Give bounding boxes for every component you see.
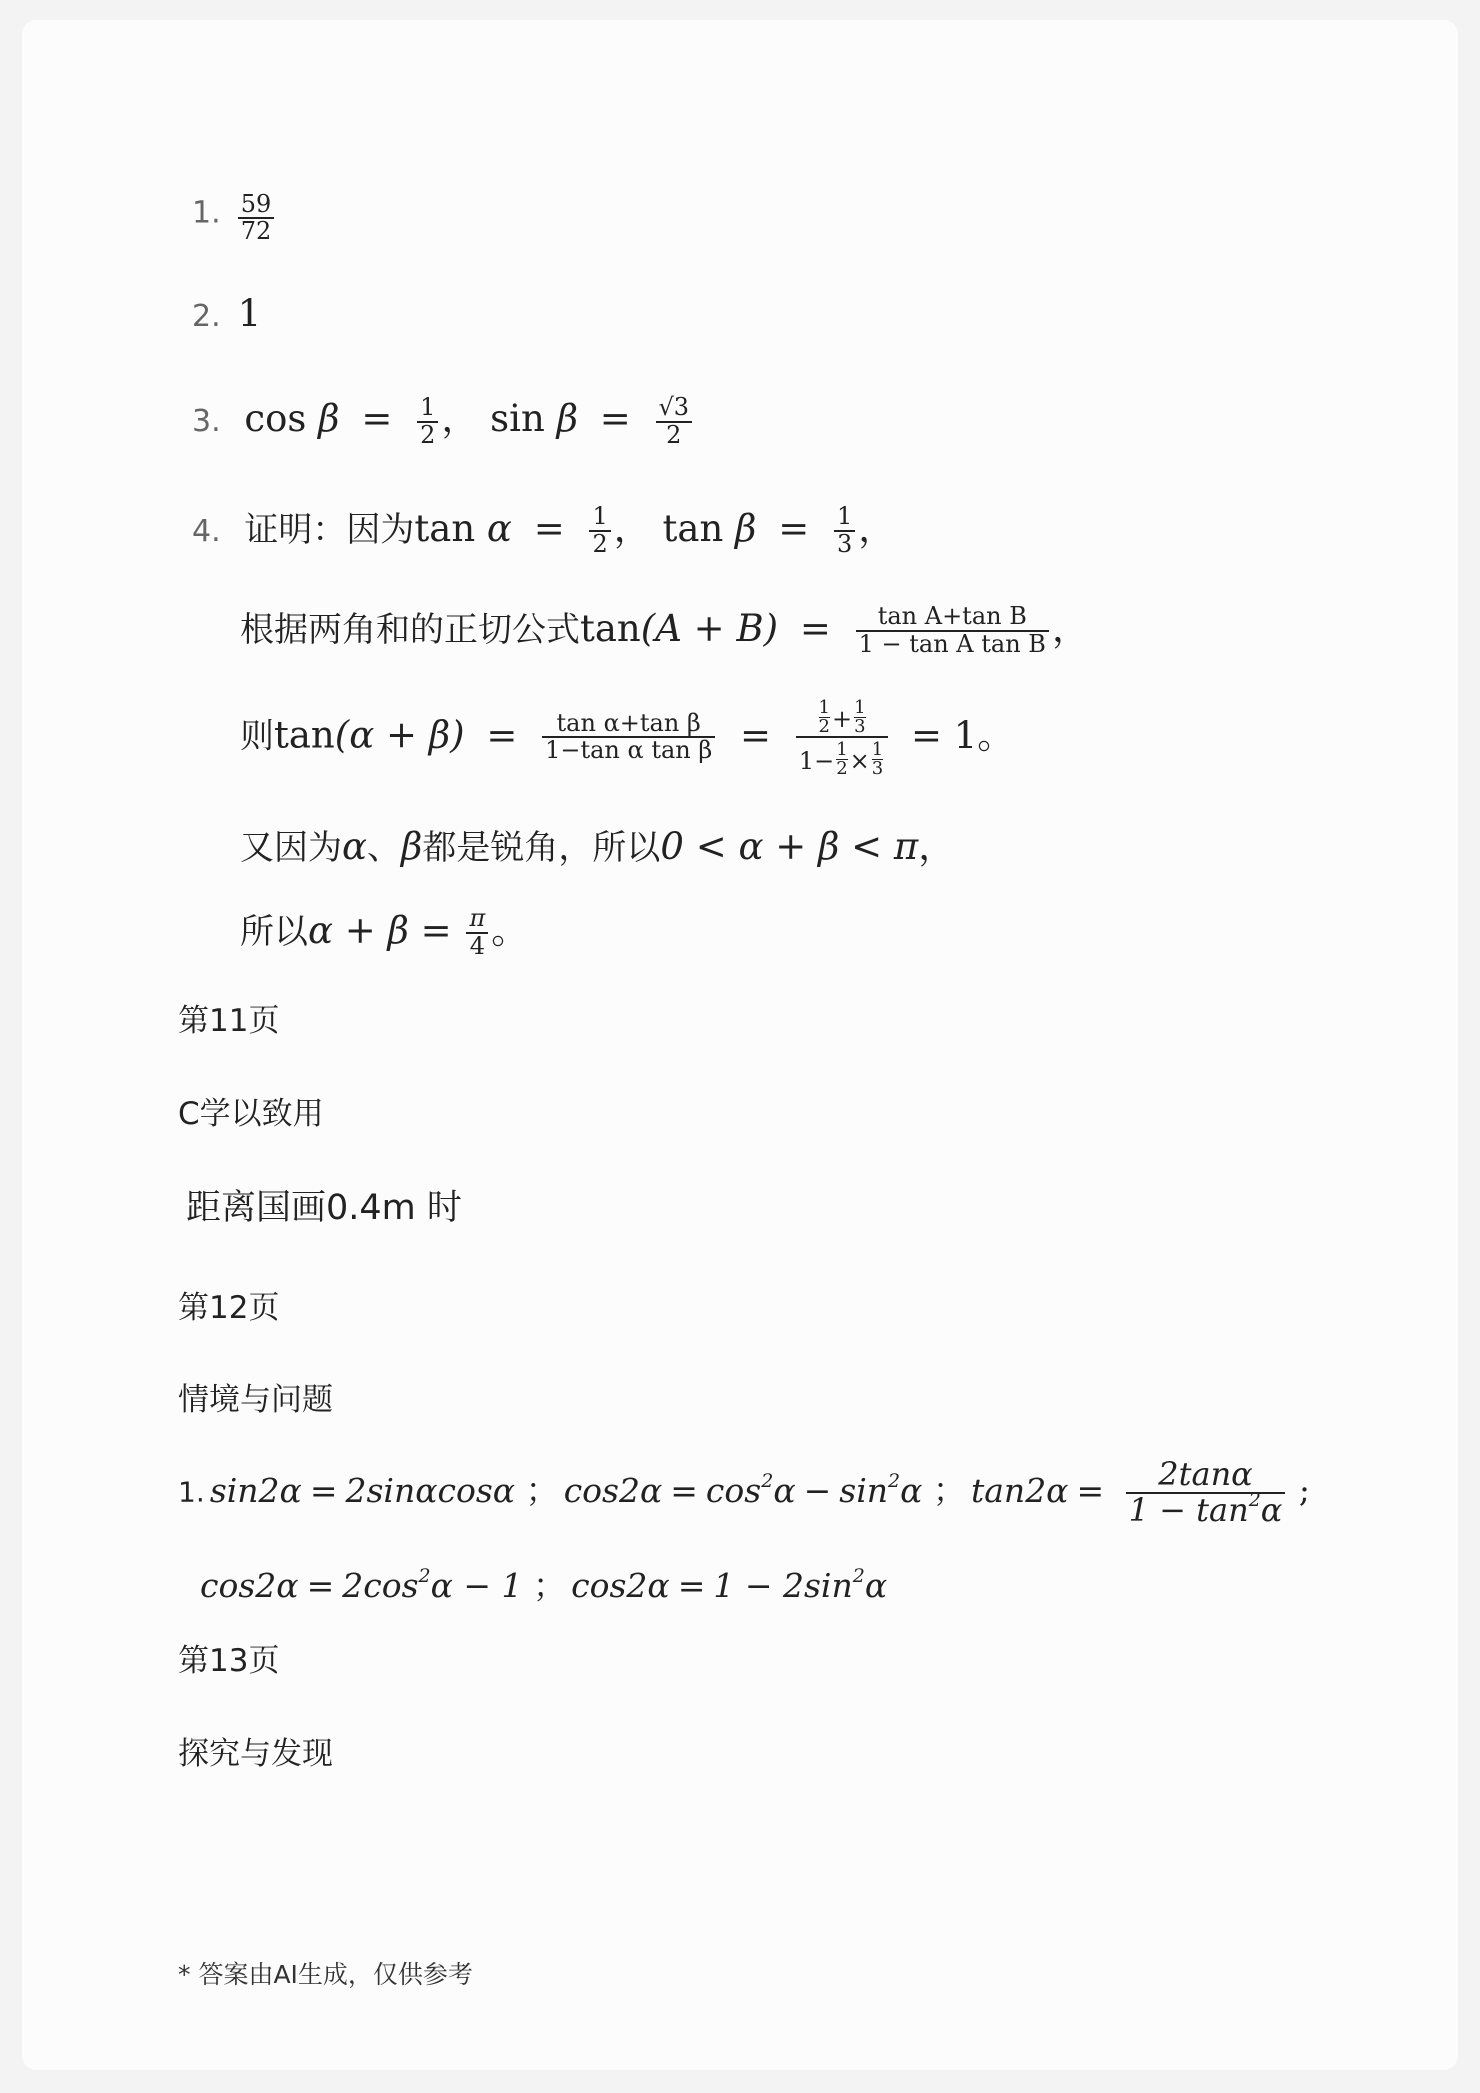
section-c-title: C学以致用 <box>178 1096 324 1132</box>
item-number: 1. <box>192 195 221 231</box>
fraction-one-third <box>834 504 855 556</box>
proof-intro: 证明：因为 <box>244 510 415 550</box>
times: × <box>849 747 870 775</box>
tan-sum-formula <box>856 604 1049 656</box>
tan2a-formula <box>971 1455 1299 1529</box>
equals: = <box>599 397 631 440</box>
alpha-symbol: α <box>342 825 367 868</box>
page-13-heading: 第13页 <box>178 1643 280 1679</box>
inequality: 0 < α + β < π <box>660 825 919 868</box>
comma: ， <box>918 825 956 868</box>
distance-text: 距离国画0.4m 时 <box>186 1188 462 1228</box>
fraction-one-third <box>872 741 883 778</box>
numerator: 1 <box>417 395 438 422</box>
period: 。 <box>491 909 529 952</box>
comma: ， <box>858 507 896 550</box>
exponent: 2 <box>1248 1488 1261 1511</box>
equals: = <box>677 1566 706 1605</box>
fraction-one-third <box>854 699 865 736</box>
exponent: 2 <box>761 1469 774 1492</box>
separator: ， <box>441 397 479 440</box>
therefore-label: 所以 <box>240 912 308 952</box>
exponent: 2 <box>418 1565 431 1587</box>
double-angle-formulas-line-1 <box>178 1455 1311 1529</box>
denominator <box>1126 1488 1286 1529</box>
answer-item-4-line-4 <box>240 816 955 870</box>
page-11-heading: 第11页 <box>178 1003 280 1039</box>
cos2a-formula-2 <box>200 1566 533 1605</box>
explore-heading: 探究与发现 <box>178 1736 333 1772</box>
formula-intro: 根据两角和的正切公式 <box>240 610 580 650</box>
item-number: 1. <box>178 1475 205 1509</box>
rhs: 2sinαcosα <box>345 1470 516 1510</box>
denominator: 1−tan α tan β <box>545 736 713 764</box>
fraction-59-72 <box>238 192 275 244</box>
item-number: 3. <box>192 404 221 439</box>
beta-symbol: β <box>401 825 423 868</box>
exponent: 2 <box>888 1469 901 1492</box>
equals: = <box>309 1470 338 1510</box>
numerator: π <box>466 906 488 933</box>
comma: ， <box>613 507 651 550</box>
lhs: cos2α <box>563 1470 663 1510</box>
fraction-half <box>417 395 438 447</box>
alpha-symbol: α <box>486 507 512 550</box>
one-minus: 1− <box>798 747 835 775</box>
denominator: 1 − tan A tan B <box>858 629 1046 658</box>
tan-sum-substituted <box>542 708 715 764</box>
two-cos: 2cos <box>342 1566 419 1605</box>
equals: = <box>361 397 393 440</box>
acute-angles-text: 都是锐角，所以 <box>422 828 661 868</box>
numerator: √3 <box>656 395 693 422</box>
beta-symbol: β <box>556 397 578 440</box>
tan2a-fraction <box>1126 1455 1286 1529</box>
answer-item-4-line-2 <box>240 598 1089 657</box>
item-number: 2. <box>192 299 221 334</box>
because-label: 又因为 <box>240 828 342 868</box>
equals: = <box>533 507 565 550</box>
comma: ， <box>1051 607 1089 650</box>
answer-item-4-line-5 <box>240 900 528 959</box>
lhs: cos2α <box>200 1566 299 1605</box>
lhs: sin2α <box>209 1470 302 1510</box>
numerator: 2tanα <box>1126 1458 1286 1494</box>
alpha: α <box>864 1566 888 1605</box>
answer-item-4-line-1 <box>192 498 895 557</box>
denominator: 3 <box>871 758 884 779</box>
numerator: 1 <box>589 504 610 531</box>
alpha-minus-one: α − 1 <box>430 1566 523 1605</box>
equals: = <box>740 713 772 757</box>
a-plus-b: (A + B) <box>640 607 779 650</box>
denominator <box>796 738 888 778</box>
numerator: 59 <box>238 192 275 219</box>
lhs: tan2α <box>971 1470 1069 1510</box>
situation-heading: 情境与问题 <box>178 1382 333 1418</box>
double-angle-formulas-line-2 <box>200 1560 887 1607</box>
numeric-fraction <box>796 696 888 778</box>
then-label: 则 <box>240 716 274 757</box>
numerator: 1 <box>834 504 855 531</box>
alpha: α <box>900 1470 923 1510</box>
denominator: 3 <box>854 716 866 737</box>
denominator: 2 <box>666 420 682 449</box>
lhs: cos2α <box>571 1566 670 1605</box>
document-page <box>22 20 1458 2070</box>
cos: cos <box>705 1470 762 1510</box>
fraction-one-half <box>589 504 610 556</box>
equals: = <box>486 713 518 757</box>
tan-label: tan <box>414 507 476 550</box>
semicolon: ； <box>533 1566 567 1605</box>
answer-item-3 <box>192 388 695 448</box>
item-number: 4. <box>192 514 221 549</box>
numerator: 1 <box>871 739 884 760</box>
fraction-one-half <box>819 699 830 736</box>
denominator: 2 <box>818 716 830 737</box>
denominator: 4 <box>469 931 485 960</box>
numerator: 1 <box>836 739 848 760</box>
sin-label: sin <box>490 397 545 440</box>
denominator: 2 <box>836 758 848 779</box>
fraction-one-half <box>836 741 847 778</box>
enumeration-comma: 、 <box>367 828 401 868</box>
one-minus-tan: 1 − tan <box>1128 1490 1249 1529</box>
answer-item-2 <box>192 292 261 335</box>
denominator: 72 <box>240 217 272 246</box>
fraction-sqrt3-over-2 <box>656 395 693 447</box>
answer-value: 1 <box>237 292 262 335</box>
page-12-heading: 第12页 <box>178 1290 280 1326</box>
numerator: tan α+tan β <box>542 711 715 738</box>
equals: = <box>306 1566 335 1605</box>
tan-label: tan <box>580 607 641 650</box>
answer-item-1 <box>192 192 277 244</box>
equals: = <box>799 607 831 650</box>
semicolon: ; <box>1298 1470 1311 1510</box>
numerator: tan A+tan B <box>856 604 1049 631</box>
sin: sin <box>839 1470 889 1510</box>
denominator: 2 <box>420 420 436 449</box>
semicolon: ； <box>932 1470 966 1510</box>
equals: = <box>670 1470 698 1510</box>
plus: + <box>831 705 853 733</box>
numerator: 1 <box>818 697 830 718</box>
ai-disclaimer: * 答案由AI生成，仅供参考 <box>178 1960 473 1989</box>
denominator: 2 <box>592 529 608 558</box>
answer-item-4-line-3 <box>240 696 1014 778</box>
beta-symbol: β <box>318 397 340 440</box>
alpha: α <box>773 1470 796 1510</box>
numerator <box>796 696 888 738</box>
tan-label: tan <box>274 713 335 757</box>
equals: = <box>778 507 810 550</box>
sin2a-formula <box>210 1471 526 1510</box>
exponent: 2 <box>852 1565 865 1587</box>
beta-symbol: β <box>735 507 757 550</box>
cos-label: cos <box>244 397 307 440</box>
cos2a-formula-3 <box>571 1566 887 1605</box>
numerator: 1 <box>854 697 866 718</box>
semicolon: ； <box>525 1470 559 1510</box>
alpha-plus-beta: (α + β) <box>334 713 465 757</box>
cos2a-formula <box>564 1471 933 1510</box>
result: = 1。 <box>910 713 1015 757</box>
tan-label: tan <box>662 507 724 550</box>
one-minus-two-sin: 1 − 2sin <box>713 1566 853 1605</box>
minus: − <box>803 1470 832 1510</box>
denominator: 3 <box>836 529 853 558</box>
fraction-pi-over-4 <box>466 906 488 958</box>
equals: = <box>1076 1470 1105 1510</box>
alpha: α <box>1260 1490 1283 1529</box>
alpha-plus-beta: α + β = <box>308 909 452 952</box>
